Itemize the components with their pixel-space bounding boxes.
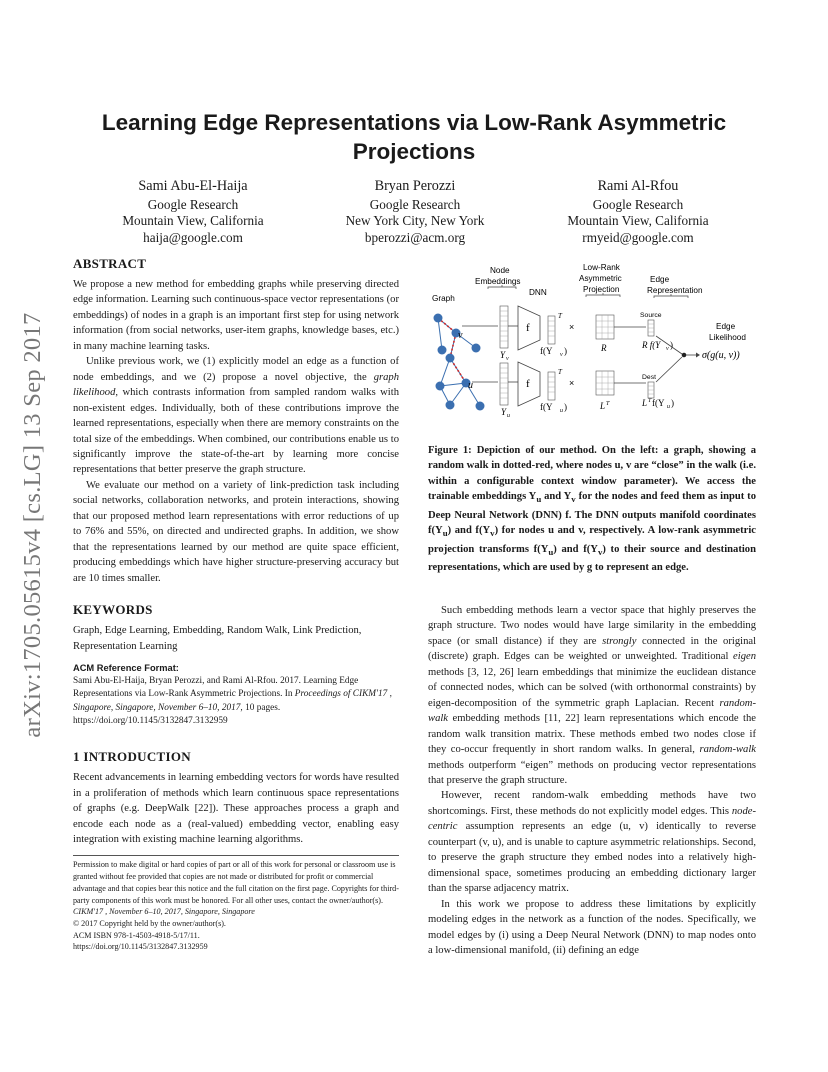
method-diagram (428, 258, 758, 420)
label-node-embeddings-2: Embeddings (475, 277, 521, 286)
svg-text:f(Y: f(Y (652, 398, 665, 408)
author-email: bperozzi@acm.org (364, 229, 466, 245)
copyright-venue: CIKM'17 , November 6–10, 2017, Singapore, Singapore (73, 907, 255, 917)
label-f-yu: f(Y (540, 402, 553, 412)
label-dest: Dest (642, 374, 656, 381)
svg-text:v: v (506, 356, 509, 362)
arxiv-stamp-text: arXiv:1705.05615v4 [cs.LG] 13 Sep 2017 (19, 312, 46, 738)
figure-1 (428, 258, 758, 420)
label-sigma: σ(g(u, v)) (702, 350, 740, 361)
introduction-heading: 1 INTRODUCTION (73, 749, 191, 765)
abstract-paragraph-3: We evaluate our method on a variety of link-prediction task including social networks, collaboration networks, and protein interactions, showing that our proposed method learn representations with error reductions of up to 76% and 55%, on directed and undirected graphs. In addition, we show that the representations learned by our method are quite space efficient, producing embeddings which have higher structure-preserving accuracy but are 10 times smaller. (73, 479, 399, 584)
svg-text:×: × (569, 322, 575, 332)
author-location: New York City, New York (345, 213, 485, 228)
acm-reference-heading: ACM Reference Format: (73, 662, 179, 673)
author-email: rmyeid@google.com (582, 229, 694, 245)
body-paragraph-2: However, recent random-walk embedding methods have two shortcomings. First, these methods do not explicitly model edges. This node-centric assumption represents an edge (u, v) identically to reverse counterpart (v, u), and is unable to capture asymmetric relationships. Second, to preserve the graph structure they embed nodes into a relatively high-dimensional space, sometimes producing an embedding dictionary larger than the sparse adjacency matrix. (428, 790, 756, 895)
copyright-owner: © 2017 Copyright held by the owner/author(s). (73, 918, 226, 928)
label-low-rank-1: Low-Rank (583, 263, 620, 272)
copyright-permission: Permission to make digital or hard copies of part or all of this work for personal or classroom use is granted without fee provided that copies are not made or distributed for profit or commercial advantage and that copies bear this notice and the full citation on the first page. Copyrights for third-party components of this work must be honored. For all other uses, contact the owner/author(s). (73, 860, 399, 905)
svg-text:v: v (666, 346, 669, 352)
copyright-doi: https://doi.org/10.1145/3132847.3132959 (73, 942, 208, 952)
label-f-yv: f(Y (540, 346, 553, 356)
left-column (73, 256, 399, 953)
introduction-paragraph-1: Recent advancements in learning embedding vectors for words have resulted in a proliferation of methods which learn continuous space representations of graphs (e.g. DeepWalk [22]). These approaches process a graph and encode each node as a (real-valued) embedding vector, enabling easy integration with existing machine learning algorithms. (73, 772, 399, 845)
abstract-paragraph-1: We propose a new method for embedding graphs while preserving directed edge information. Learning such continuous-space vector representations (or embeddings) of nodes in a graph is an important first step for using network information (from social networks, user-item graphs, knowledge bases, etc.) in many machine learning tasks. (73, 279, 399, 352)
label-low-rank-3: Projection (583, 285, 620, 294)
label-r: R (601, 343, 607, 353)
paper-title: Learning Edge Representations via Low-Rank Asymmetric Projections (101, 110, 727, 164)
copyright-block (73, 859, 399, 953)
label-lt-f-yu: L (642, 398, 648, 408)
author-1 (73, 178, 313, 246)
svg-text:×: × (569, 378, 575, 388)
label-node-embeddings-1: Node (490, 266, 510, 275)
author-name: Bryan Perozzi (374, 178, 456, 194)
label-source: Source (640, 312, 662, 319)
author-2 (295, 178, 535, 246)
author-name: Sami Abu-El-Haija (138, 178, 248, 194)
svg-text:): ) (564, 402, 567, 412)
svg-text:T: T (558, 368, 562, 376)
body-paragraph-3: In this work we propose to address these limitations by explicitly modeling edges in the network as a function of the nodes. Specifically, we model edges by (i) using a Deep Neural Network (DNN) to map nodes onto a low-dimensional manifold, (ii) defining an edge (428, 898, 756, 956)
author-affiliation: Google Research (147, 196, 239, 212)
author-3 (518, 178, 758, 246)
label-graph: Graph (432, 294, 455, 303)
label-r-f-yv: R f(Y (642, 340, 661, 350)
combine-node (682, 353, 687, 358)
keywords-heading: KEYWORDS (73, 602, 153, 618)
body-paragraph-1: Such embedding methods learn a vector space that highly preserves the graph structure. Two nodes would have large similarity in the embedding space (or small distance) if they are strongly connected in the original (discrete) graph. Edges can be weighted or unweighted. Traditional eigen methods [3, 12, 26] learn embeddings that minimize the euclidean distance of connected nodes, which can be solved (with orthonormal constraints) by eigen-decomposition of the symmetric graph Laplacian. Recent random-walk embedding methods [11, 22] learn representations which encode the random walk transition matrix. These methods embed two nodes close if they co-occur frequently in short random walks. In general, random-walk methods outperform “eigen” methods on producing vector representations that preserve the graph structure. (428, 605, 757, 786)
svg-text:v: v (560, 352, 563, 358)
svg-text:): ) (670, 340, 673, 350)
author-location: Mountain View, California (567, 213, 709, 228)
label-yv: Y (500, 350, 506, 360)
svg-text:u: u (507, 413, 510, 419)
author-name: Rami Al-Rfou (597, 178, 679, 194)
keywords-text: Graph, Edge Learning, Embedding, Random Walk, Link Prediction, Representation Learning (73, 625, 362, 652)
label-edge-rep-2: Representation (647, 286, 703, 295)
label-edge-likelihood-1: Edge (716, 322, 736, 331)
label-lt: L (600, 401, 606, 411)
footnote-rule (73, 855, 399, 856)
label-low-rank-2: Asymmetric (579, 274, 622, 283)
label-dnn: DNN (529, 288, 547, 297)
svg-text:T: T (648, 398, 652, 404)
svg-text:u: u (667, 404, 670, 410)
abstract-heading: ABSTRACT (73, 256, 147, 271)
right-column (428, 603, 756, 958)
label-edge-likelihood-2: Likelihood (709, 333, 746, 342)
label-f-top: f (526, 322, 530, 334)
figure-1-caption: Figure 1: Depiction of our method. On the left: a graph, showing a random walk in dotted-red, where nodes u, v are “close” in the walk (i.e. within a configurable context window parameter). We access the trainable embeddings $Y_u$ and $Y_v$ for the nodes and feed them as input to Deep Neural Network (DNN) f. The DNN outputs manifold coordinates $f(Y_u)$ and $f(Y_v)$ for nodes u and v, respectively. A low-rank asymmetric projection transforms $f(Y_u)$ and $f(Y_v)$ to their source and destination representations, which are used by g to represent an edge. (428, 445, 756, 574)
author-email: haija@google.com (143, 229, 243, 245)
author-location: Mountain View, California (122, 213, 264, 228)
svg-text:): ) (564, 346, 567, 356)
label-f-bottom: f (526, 378, 530, 390)
abstract-paragraph-2: Unlike previous work, we (1) explicitly model an edge as a function of node embeddings, and we (2) propose a novel objective, the graph likelihood, which contrasts information from sampled random walks with non-existent edges. Individually, both of these contributions improve the learned representations, especially when there are memory constraints on the total size of the embeddings. When combined, our contributions enable us to significantly improve the state-of-the-art by learning more concise representations that better preserve the graph structure. (73, 356, 399, 476)
label-node-v: v (458, 330, 463, 341)
arxiv-stamp (12, 290, 54, 760)
author-affiliation: Google Research (369, 196, 461, 212)
label-node-u: u (468, 380, 473, 391)
svg-text:T: T (606, 401, 610, 407)
svg-text:): ) (671, 398, 674, 408)
acm-reference-text: Sami Abu-El-Haija, Bryan Perozzi, and Rami Al-Rfou. 2017. Learning Edge Representations via Low-Rank Asymmetric Projections. In Proceedings of CIKM'17 , Singapore, Singapore, November 6–10, 2017, 10 pages. https://doi.org/10.1145/3132847.3132959 (73, 675, 392, 726)
copyright-isbn: ACM ISBN 978-1-4503-4918-5/17/11. (73, 930, 200, 940)
author-affiliation: Google Research (592, 196, 684, 212)
svg-text:T: T (558, 312, 562, 320)
label-edge-rep-1: Edge (650, 275, 670, 284)
svg-text:u: u (560, 408, 563, 414)
graph-drawing (434, 314, 485, 411)
label-yu: Y (501, 407, 507, 417)
